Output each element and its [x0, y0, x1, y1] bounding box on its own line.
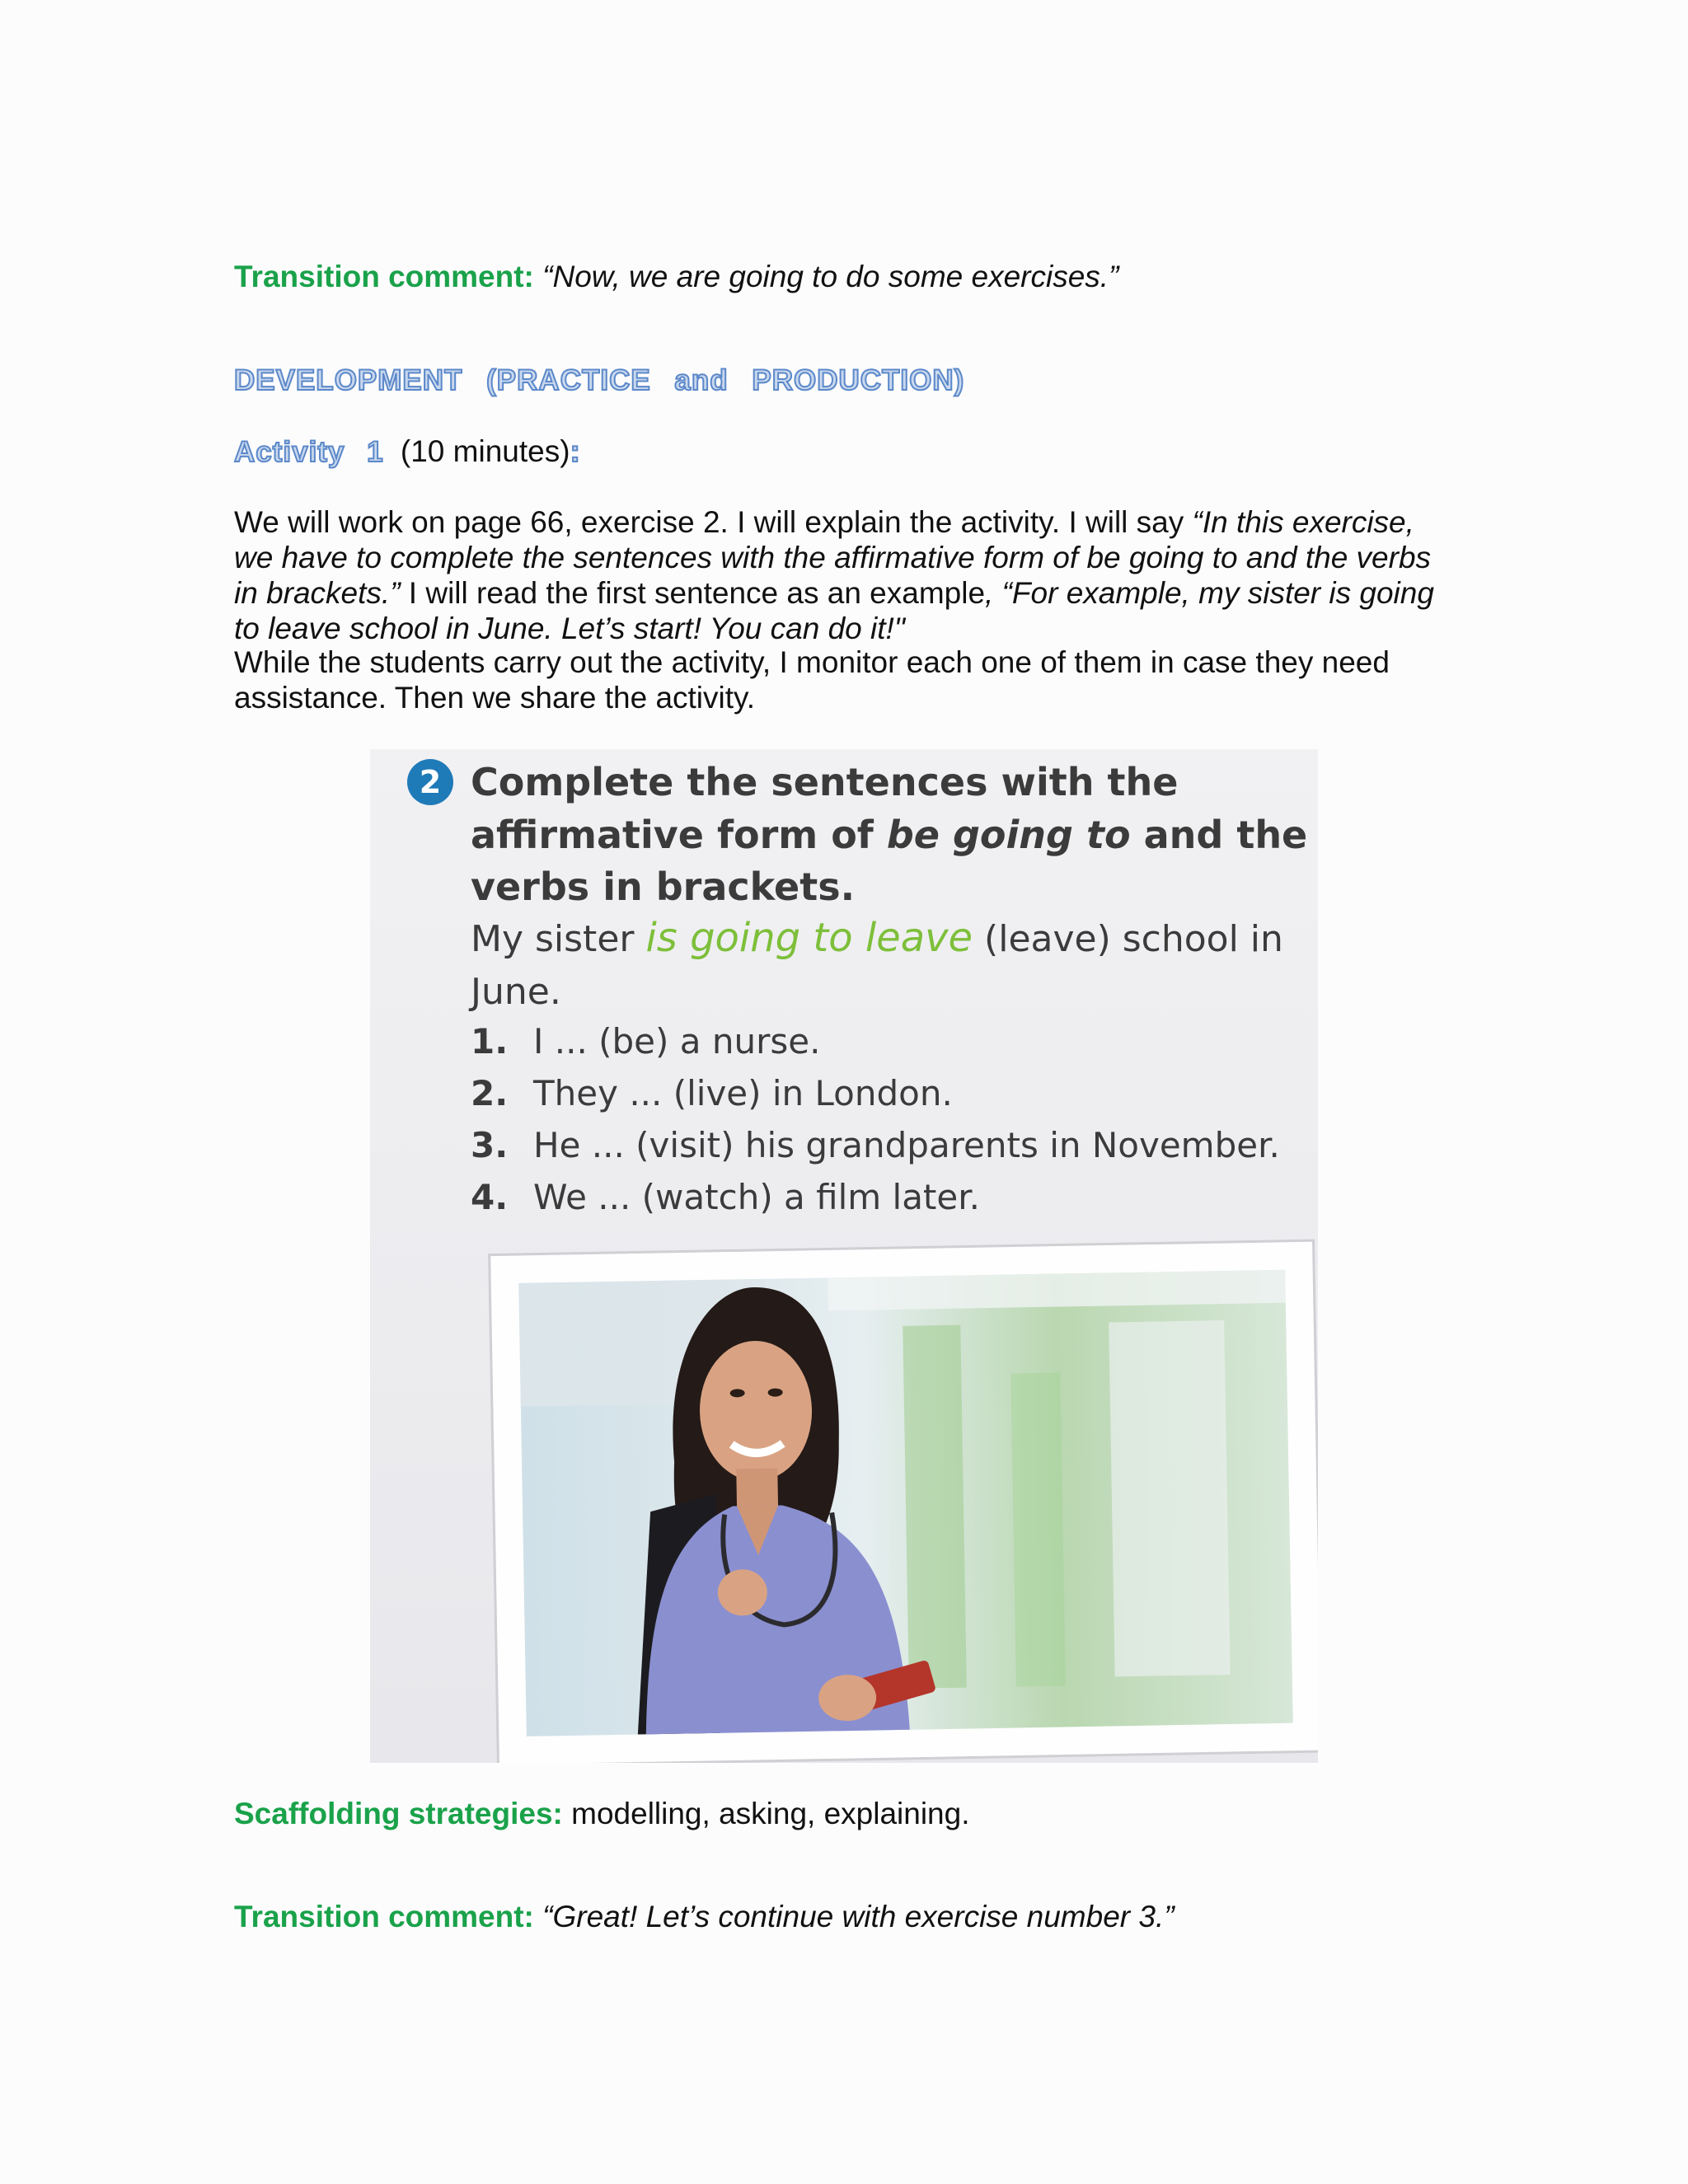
item-number: 2.: [471, 1073, 509, 1113]
item-number: 1.: [471, 1021, 509, 1062]
transition-comment-1: [234, 260, 1118, 294]
example-sentence-end: June.: [471, 971, 561, 1013]
instruction-line-3: verbs in brackets.: [471, 865, 856, 909]
transition-label: Transition comment:: [234, 1900, 534, 1933]
activity-instructions: [234, 504, 1437, 646]
monitor-paragraph: While the students carry out the activity, I monitor each one of them in case they need assistance. Then we share the activity.: [234, 645, 1390, 715]
development-heading: DEVELOPMENT (PRACTICE and PRODUCTION): [234, 364, 965, 396]
transition-label: Transition comment:: [234, 260, 534, 293]
item-text: He ... (visit) his grandparents in November.: [533, 1125, 1280, 1165]
scaffolding-label: Scaffolding strategies:: [234, 1797, 563, 1830]
para-text-1: We will work on page 66, exercise 2. I will explain the activity. I will say: [234, 505, 1193, 539]
instruction-line-1: Complete the sentences with the: [471, 760, 1179, 804]
para-text-2: I will read the first sentence as an example: [400, 576, 986, 610]
item-number: 3.: [471, 1125, 509, 1165]
scaffolding-text: modelling, asking, explaining.: [562, 1797, 970, 1830]
example-sentence: My sister is going to leave (leave) school in: [471, 915, 1283, 961]
activity-duration: (10 minutes): [400, 434, 570, 468]
transition-text: “Now, we are going to do some exercises.”: [542, 260, 1119, 293]
para-quote-2: , “For example, my sister is going to leave school in June. Let’s start! You can do it!": [234, 576, 1434, 645]
exercise-number-badge: [407, 759, 453, 805]
item-text: We ... (watch) a film later.: [533, 1177, 981, 1217]
item-text: I ... (be) a nurse.: [533, 1021, 821, 1062]
transition-comment-2: [234, 1900, 1175, 1934]
exercise-number: 2: [419, 764, 442, 800]
item-text: They ... (live) in London.: [533, 1073, 953, 1113]
item-number: 4.: [471, 1177, 509, 1217]
instruction-line-2: affirmative form of be going to and the: [471, 813, 1308, 857]
activity-colon: :: [570, 434, 581, 468]
textbook-exercise-image: [370, 749, 1318, 1763]
scaffolding-strategies: [234, 1797, 970, 1831]
activity-line: [234, 434, 581, 469]
para-quote-1: “In this exercise, we have to complete the sentences with the affirmative form of be going to and the verbs in brackets.”: [234, 505, 1432, 610]
student-nurse-photo: [490, 1240, 1318, 1763]
transition-text: “Great! Let’s continue with exercise number 3.”: [542, 1900, 1175, 1933]
activity-label: Activity 1: [234, 436, 384, 468]
